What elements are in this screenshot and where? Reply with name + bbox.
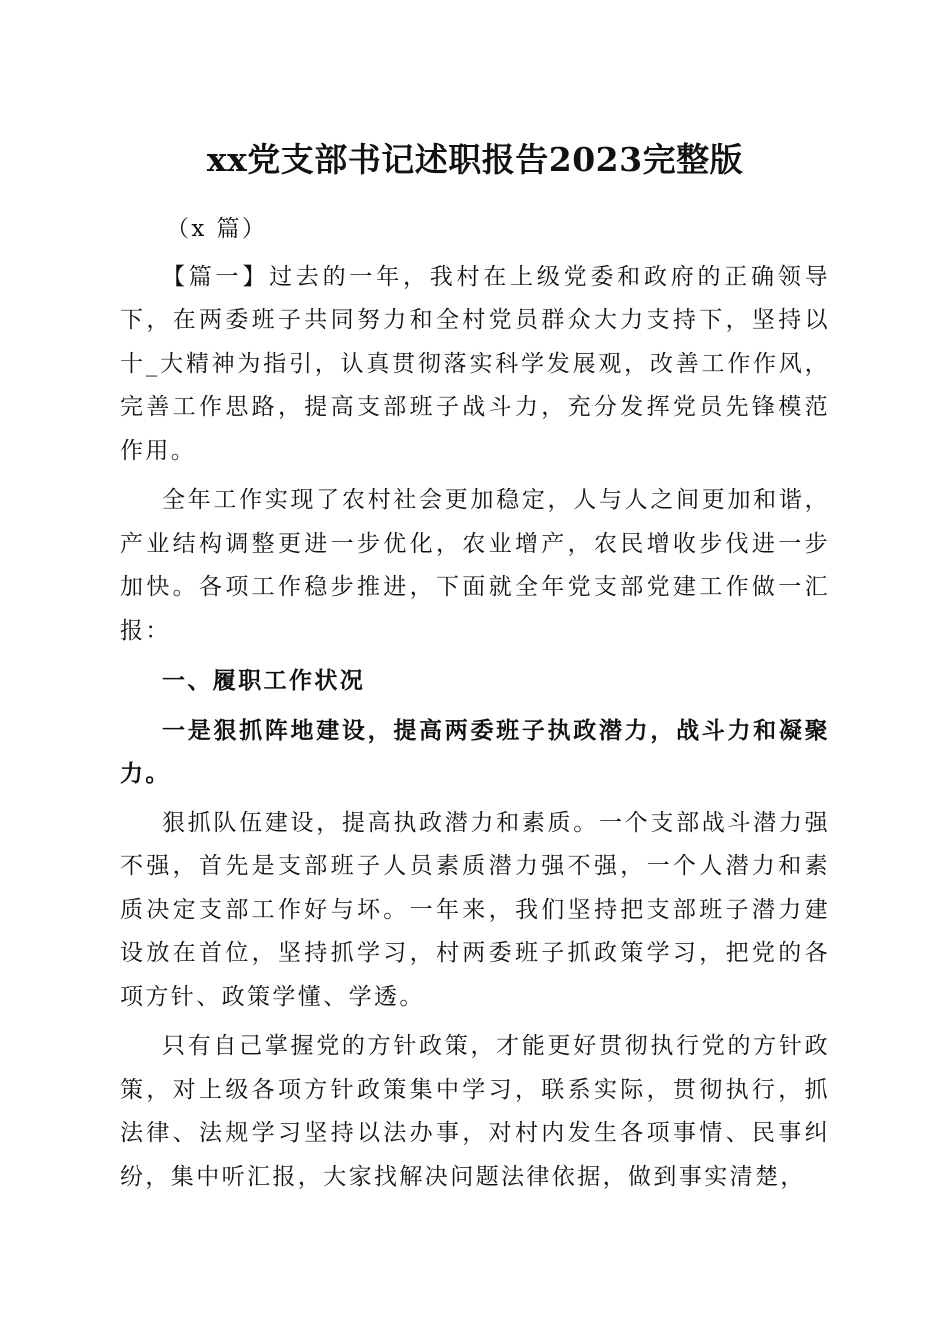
paragraph-summary: 全年工作实现了农村社会更加稳定，人与人之间更加和谐，产业结构调整更进一步优化，农业增产，农民增收步伐进一步加快。各项工作稳步推进，下面就全年党支部党建工作做一汇报： xyxy=(120,487,830,644)
paragraph-team-building: 狠抓队伍建设，提高执政潜力和素质。一个支部战斗潜力强不强，首先是支部班子人员素质潜力强不强，一个人潜力和素质决定支部工作好与坏。一年来，我们坚持把支部班子潜力建设放在首位，坚持抓学习，村两委班子抓政策学习，把党的各项方针、政策学懂、学透。 xyxy=(120,809,830,1010)
section-heading: 一、履职工作状况 xyxy=(162,667,366,694)
paragraph-intro: 【篇一】过去的一年，我村在上级党委和政府的正确领导下，在两委班子共同努力和全村党员群众大力支持下，坚持以十_大精神为指引，认真贯彻落实科学发展观，改善工作作风，完善工作思路，提高支部班子战斗力，充分发挥党员先锋模范作用。 xyxy=(120,263,830,464)
variant-label: （x 篇） xyxy=(166,216,268,242)
paragraph-policy-study: 只有自己掌握党的方针政策，才能更好贯彻执行党的方针政策，对上级各项方针政策集中学习，联系实际，贯彻执行，抓法律、法规学习坚持以法办事，对村内发生各项事情、民事纠纷，集中听汇报，大家找解决问题法律依据，做到事实清楚， xyxy=(120,1033,830,1190)
subsection-heading: 一是狠抓阵地建设，提高两委班子执政潜力，战斗力和凝聚力。 xyxy=(120,716,830,787)
document-body xyxy=(120,208,830,1205)
document-title: xx党支部书记述职报告2023完整版 xyxy=(206,140,744,179)
